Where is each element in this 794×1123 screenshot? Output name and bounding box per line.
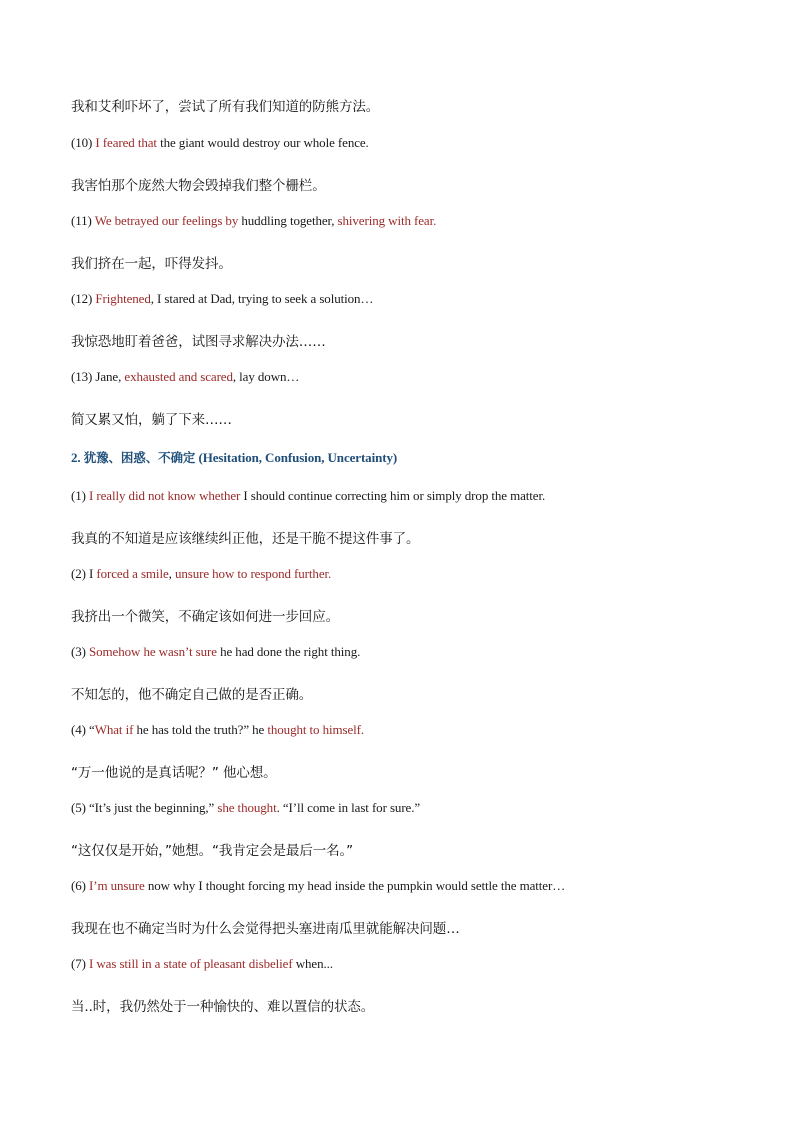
- example-sentence-11: (11) We betrayed our feelings by huddling together, shivering with fear.: [71, 213, 437, 228]
- example-sentence-3: (3) Somehow he wasn’t sure he had done the right thing.: [71, 644, 361, 659]
- translation-line: “万一他说的是真话呢？” 他心想。: [71, 765, 277, 781]
- example-sentence-13: (13) Jane, exhausted and scared, lay down…: [71, 369, 300, 384]
- translation-line: 不知怎的，他不确定自己做的是否正确。: [71, 687, 313, 703]
- example-sentence-1: (1) I really did not know whether I should continue correcting him or simply drop the matter.: [71, 488, 546, 503]
- example-sentence-7: (7) I was still in a state of pleasant disbelief when...: [71, 956, 333, 971]
- translation-line: “这仅仅是开始，”她想。“我肯定会是最后一名。”: [71, 843, 354, 859]
- section-heading: 2. 犹豫、困惑、不确定 (Hesitation, Confusion, Uncertainty): [71, 450, 398, 465]
- example-sentence-10: (10) I feared that the giant would destroy our whole fence.: [71, 135, 369, 150]
- translation-line: 我惊恐地盯着爸爸，试图寻求解决办法……: [71, 334, 326, 350]
- translation-line: 我现在也不确定当时为什么会觉得把头塞进南瓜里就能解决问题…: [71, 921, 460, 937]
- example-sentence-5: (5) “It’s just the beginning,” she thought. “I’ll come in last for sure.”: [71, 800, 421, 815]
- translation-line: 我害怕那个庞然大物会毁掉我们整个栅栏。: [71, 178, 326, 194]
- example-sentence-12: (12) Frightened, I stared at Dad, trying to seek a solution…: [71, 291, 374, 306]
- example-sentence-6: (6) I’m unsure now why I thought forcing my head inside the pumpkin would settle the matter…: [71, 878, 566, 893]
- translation-line: 我们挤在一起，吓得发抖。: [71, 256, 232, 272]
- translation-line: 我真的不知道是应该继续纠正他，还是干脆不提这件事了。: [71, 531, 420, 547]
- translation-line: 我挤出一个微笑，不确定该如何进一步回应。: [71, 609, 339, 625]
- translation-line: 我和艾利吓坏了，尝试了所有我们知道的防熊方法。: [71, 99, 380, 115]
- example-sentence-4: (4) “What if he has told the truth?” he thought to himself.: [71, 722, 365, 737]
- translation-line: 简又累又怕，躺了下来……: [71, 412, 232, 428]
- translation-line: 当..时，我仍然处于一种愉快的、难以置信的状态。: [71, 999, 375, 1015]
- example-sentence-2: (2) I forced a smile, unsure how to respond further.: [71, 566, 332, 581]
